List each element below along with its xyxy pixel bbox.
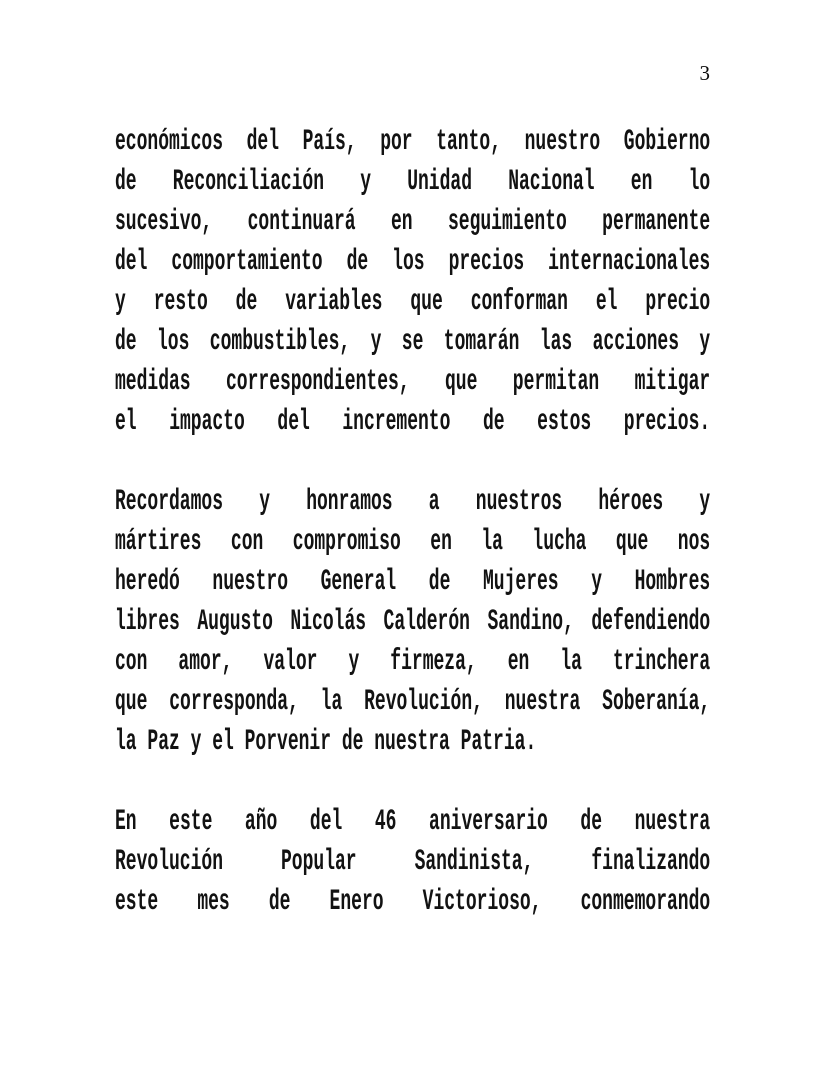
text-line: y resto de variables que conforman el precio: [115, 285, 711, 319]
document-body: [115, 122, 825, 962]
text-line: medidas correspondientes, que permitan mitigar: [115, 365, 711, 399]
text-line: este mes de Enero Victorioso, conmemorando: [115, 885, 711, 919]
text-line: En este año del 46 aniversario de nuestra: [115, 805, 711, 839]
text-line: con amor, valor y firmeza, en la trinchera: [115, 645, 711, 679]
page-number: 3: [699, 61, 710, 85]
text-line: Revolución Popular Sandinista, finalizando: [115, 845, 711, 879]
text-line: el impacto del incremento de estos precios.: [115, 405, 711, 439]
paragraph: [115, 802, 825, 922]
text-line: mártires con compromiso en la lucha que nos: [115, 525, 711, 559]
text-line: de los combustibles, y se tomarán las acciones y: [115, 325, 711, 359]
text-line: del comportamiento de los precios internacionales: [115, 245, 711, 279]
text-line: sucesivo, continuará en seguimiento permanente: [115, 205, 711, 239]
paragraph: [115, 122, 825, 442]
text-line: Recordamos y honramos a nuestros héroes y: [115, 485, 711, 519]
text-line: que corresponda, la Revolución, nuestra Soberanía,: [115, 685, 711, 719]
text-line: de Reconciliación y Unidad Nacional en lo: [115, 165, 711, 199]
text-line: heredó nuestro General de Mujeres y Hombres: [115, 565, 711, 599]
text-line: económicos del País, por tanto, nuestro Gobierno: [115, 125, 711, 159]
text-line: la Paz y el Porvenir de nuestra Patria.: [115, 725, 537, 759]
paragraph: [115, 482, 825, 762]
text-line: libres Augusto Nicolás Calderón Sandino, defendiendo: [115, 605, 711, 639]
